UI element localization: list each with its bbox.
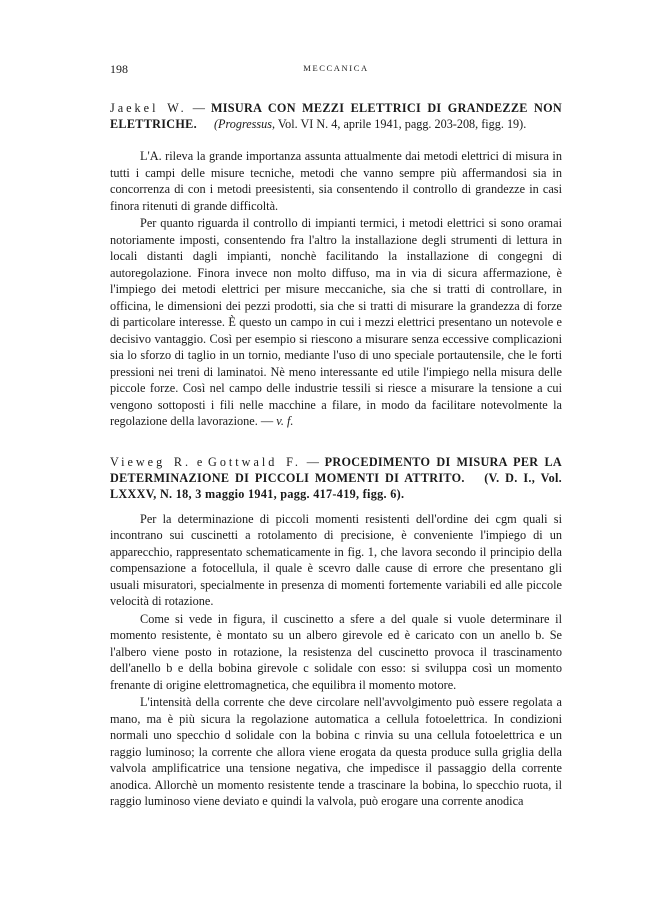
entry-source: (V. D. I., Vol. LXXXV, N. 18, 3 maggio 1941, pagg. 417-419, figg. 6).	[110, 470, 563, 501]
signature: v. f.	[276, 414, 294, 428]
heading-dash: —	[306, 454, 319, 469]
entry-title: MISURA CON MEZZI ELETTRICI DI GRANDEZZE NON ELETTRICHE.	[110, 101, 563, 131]
entry-body	[110, 511, 562, 810]
paragraph	[110, 215, 562, 430]
page-number: 198	[110, 62, 128, 76]
paragraph: Come si vede in figura, il cuscinetto a sfere a del quale si vuole determinare il momento resistente, è montato su un albero girevole ed è caricato con un anello b. Se l'albero viene posto in rotazione, la resistenza del cuscinetto provoca il trascinamento dell'anello b e della bobina girevole c solidale con esso: si sviluppa così un momento frenante di origine elettromagnetica, che equilibra il momento motore.	[110, 611, 562, 692]
paragraph: Per la determinazione di piccoli momenti resistenti dell'ordine dei cgm quali si incontrano sui cuscinetti a rotolamento di precisione, è conveniente l'impiego di un apparecchio, rappresentato schematicamente in fig. 1, che lavora secondo il principio della compensazione a fotocellula, il quale è scevro dalle cause di errore che presentano gli usuali misuratori, specialmente in presenza di momenti fortemente variabili ed alle piccole velocità di rotazione.	[110, 511, 562, 608]
running-header	[110, 62, 562, 78]
page	[110, 62, 562, 810]
entry-jaekel	[110, 100, 562, 430]
paragraph: L'A. rileva la grande importanza assunta attualmente dai metodi elettrici di misura in tutti i campi delle misure tecniche, metodi che vanno sempre più affermandosi sia in concorrenza di con i metodi preesistenti, sia consentendo il controllo di grandezze in casi finora ritenuti di grande difficoltà.	[110, 149, 562, 213]
source-journal: (Progressus,	[214, 117, 276, 131]
entry-vieweg-gottwald	[110, 454, 562, 810]
entry-body	[110, 148, 562, 430]
entry-title: PROCEDIMENTO DI MISURA PER LA DETERMINAZIONE DI PICCOLI MOMENTI DI ATTRITO.	[110, 454, 562, 485]
paragraph-text: Per quanto riguarda il controllo di impianti termici, i metodi elettrici si sono oramai notoriamente imposti, consentendo fra l'altro la installazione degli strumenti di lettura in locali distanti dagli impianti, nonchè facilitando la installazione di congegni di autoregolazione. Finora invece non molto diffuso, ma in via di sicura affermazione, è l'impiego dei metodi elettrici per misure meccaniche, sia che si tratti di controllare, in officina, le dimensioni dei pezzi prodotti, sia che si tratti di misurare la grandezza di forze di particolare interesse. È questo un campo in cui i mezzi elettrici presentano un notevole e decisivo vantaggio. Così per esempio si riescono a misurare senza eccessive complicazioni sia lo sforzo di taglio in un tornio, mediante l'uso di uno speciale portautensile, che le forti pressioni nei treni di laminatoi. Nè meno interessante ed utile l'impiego nella misura delle piccole forze. Così nel campo delle industrie tessili si riesce a misurare la tensione a cui vengono sottoposti i fili nelle macchine a filare, in modo da facilitare notevolmente la regolazione della lavorazione. —	[110, 216, 562, 428]
author-conjunction: e	[196, 454, 203, 469]
paragraph: L'intensità della corrente che deve circolare nell'avvolgimento può essere regolata a mano, ma è più sicura la regolazione automatica a cellula fotoelettrica. In condizioni normali uno specchio d solidale con la bobina c rinvia su una cellula fotoelettrica e un raggio luminoso; la corrente che allora viene erogata da questa produce sulla griglia della valvola amplificatrice una tensione negativa, che impedisce il passaggio della corrente anodica. Allorchè un momento resistente tende a trascinare la bobina, lo specchio ruota, il raggio luminoso viene deviato e quindi la valvola, può erogare una corrente anodica	[110, 695, 562, 808]
entry-author: Vieweg R.	[110, 454, 192, 469]
running-title: MECCANICA	[303, 63, 369, 73]
entry-author: Jaekel W.	[110, 101, 187, 115]
entry-author: Gottwald F.	[208, 454, 301, 469]
source-details: Vol. VI N. 4, aprile 1941, pagg. 203-208, figg. 19).	[277, 117, 527, 131]
heading-dash: —	[192, 101, 205, 115]
entry-heading	[110, 100, 562, 132]
entry-heading	[110, 454, 562, 502]
